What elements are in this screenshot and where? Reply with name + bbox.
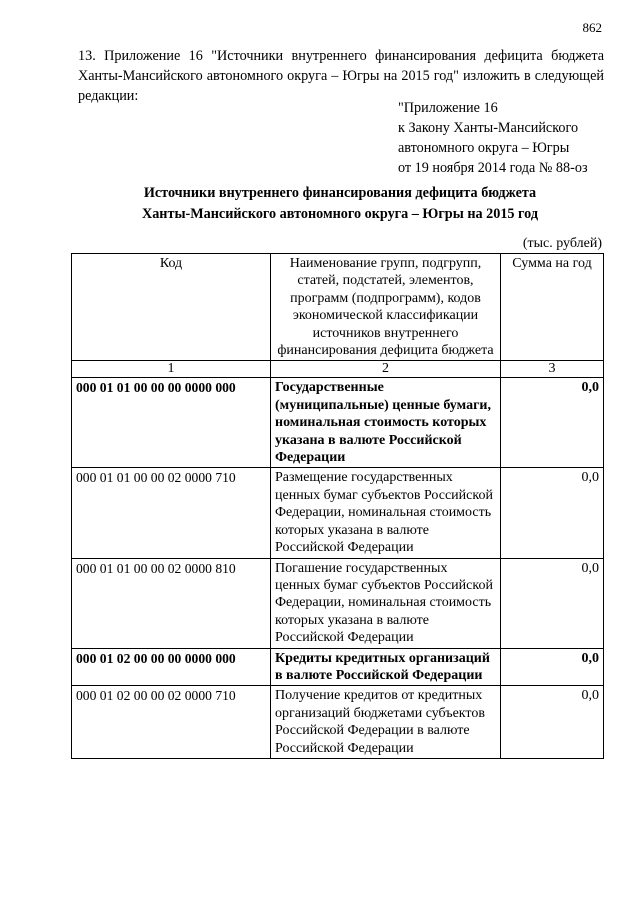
row-code: 000 01 01 00 00 02 0000 710 bbox=[72, 468, 271, 558]
financing-sources-table bbox=[71, 253, 604, 759]
appendix-ref-line: к Закону Ханты-Мансийского bbox=[398, 120, 579, 136]
units-label: (тыс. рублей) bbox=[522, 236, 602, 251]
table-row bbox=[72, 686, 604, 759]
row-name: Размещение государственных ценных бумаг субъектов Российской Федерации, номинальная стоимость которых указана в валюте Российской Федерации bbox=[271, 468, 501, 558]
row-sum: 0,0 bbox=[501, 686, 604, 759]
table-row bbox=[72, 378, 604, 468]
appendix-ref-line: автономного округа – Югры bbox=[398, 140, 570, 156]
document-title bbox=[70, 183, 610, 225]
row-name: Государственные (муниципальные) ценные бумаги, номинальная стоимость которых указана в валюте Российской Федерации bbox=[271, 378, 501, 468]
page-number: 862 bbox=[582, 20, 602, 35]
column-number: 2 bbox=[271, 361, 501, 378]
header-sum: Сумма на год bbox=[501, 254, 604, 361]
header-code: Код bbox=[72, 254, 271, 361]
column-number-row bbox=[72, 361, 604, 378]
table-header-row bbox=[72, 254, 604, 361]
table-body bbox=[72, 378, 604, 759]
row-name: Погашение государственных ценных бумаг субъектов Российской Федерации, номинальная стоимость которых указана в валюте Российской Федерации bbox=[271, 558, 501, 648]
row-code: 000 01 01 00 00 02 0000 810 bbox=[72, 558, 271, 648]
row-sum: 0,0 bbox=[501, 378, 604, 468]
row-code: 000 01 02 00 00 02 0000 710 bbox=[72, 686, 271, 759]
row-code: 000 01 02 00 00 00 0000 000 bbox=[72, 648, 271, 686]
column-number: 3 bbox=[501, 361, 604, 378]
row-sum: 0,0 bbox=[501, 468, 604, 558]
appendix-reference bbox=[398, 98, 618, 178]
table-row bbox=[72, 648, 604, 686]
title-line: Источники внутреннего финансирования дефицита бюджета bbox=[143, 185, 537, 201]
column-number: 1 bbox=[72, 361, 271, 378]
row-name: Получение кредитов от кредитных организаций бюджетами субъектов Российской Федерации в валюте Российской Федерации bbox=[271, 686, 501, 759]
appendix-ref-line: от 19 ноября 2014 года № 88-оз bbox=[398, 160, 588, 176]
table-row bbox=[72, 558, 604, 648]
row-sum: 0,0 bbox=[501, 558, 604, 648]
row-code: 000 01 01 00 00 00 0000 000 bbox=[72, 378, 271, 468]
appendix-ref-line: "Приложение 16 bbox=[398, 100, 498, 116]
row-name: Кредиты кредитных организаций в валюте Российской Федерации bbox=[271, 648, 501, 686]
header-name: Наименование групп, подгрупп, статей, подстатей, элементов, программ (подпрограмм), кодов экономической классификации источников внутреннего финансирования дефицита бюджета bbox=[271, 254, 501, 361]
intro-paragraph: 13. Приложение 16 "Источники внутреннего финансирования дефицита бюджета Ханты-Мансийского автономного округа – Югры на 2015 год" изложить в следующей редакции: bbox=[78, 48, 604, 104]
table-row bbox=[72, 468, 604, 558]
row-sum: 0,0 bbox=[501, 648, 604, 686]
title-line: Ханты-Мансийского автономного округа – Югры на 2015 год bbox=[141, 206, 539, 222]
